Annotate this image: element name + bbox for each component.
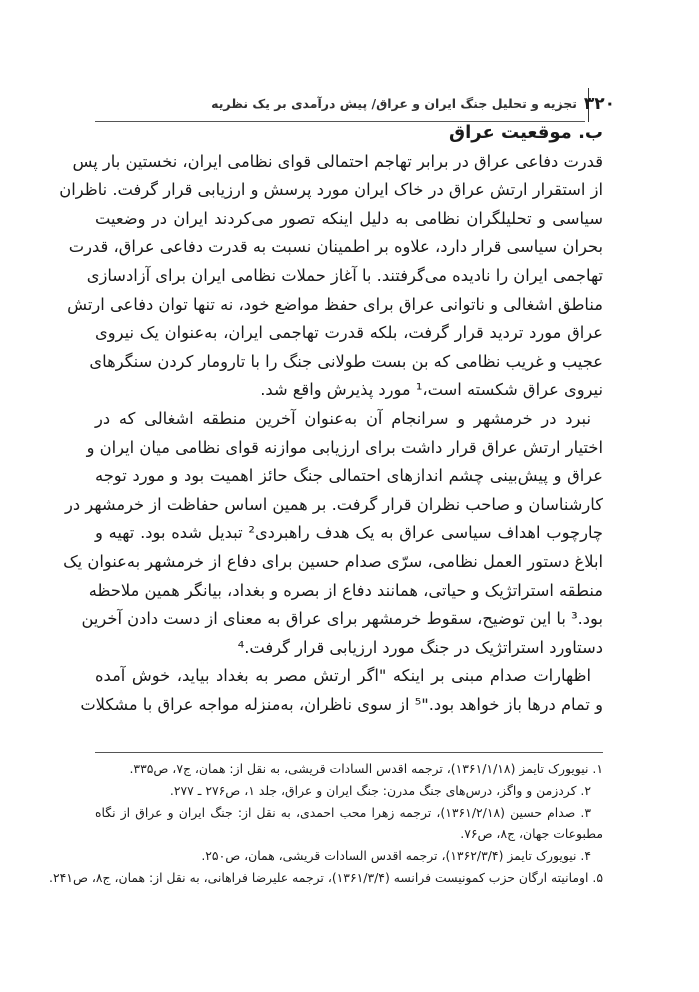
text-line: عجیب و غریب نظامی که بن بست طولانی جنگ را با تارومار کردن سنگرهای xyxy=(89,351,603,371)
paragraph-1 xyxy=(59,148,603,405)
footnote-separator xyxy=(95,752,603,753)
text-line: کارشناسان و صاحب نظران قرار گرفت. بر همین اساس حفاظت از خرمشهر در xyxy=(65,494,603,514)
text-line: اظهارات صدام مبنی بر اینکه "اگر ارتش مصر به بغداد بیاید، خوش آمده xyxy=(95,666,591,686)
text-line: نیروی عراق شکسته است،¹ مورد پذیرش واقع شد. xyxy=(260,380,603,400)
text-line: قدرت دفاعی عراق در برابر تهاجم احتمالی قوای نظامی ایران، نخستین بار پس xyxy=(72,151,603,171)
text-line: نبرد در خرمشهر و سرانجام آن به‌عنوان آخرین منطقه اشغالی که در xyxy=(95,408,591,428)
text-line: اختیار ارتش عراق قرار داشت برای ارزیابی موازنه قوای نظامی میان ایران و xyxy=(86,437,603,457)
footnote-1: ۱. نیویورک تایمز (۱۳۶۱/۱/۱۸)، ترجمه اقدس السادات قریشی، به نقل از: همان، ج۷، ص۳۳۵. xyxy=(129,761,603,776)
text-line: تهاجمی ایران را نادیده می‌گرفتند. با آغاز حملات نظامی ایران برای آزادسازی xyxy=(86,265,603,285)
text-line: سیاسی و تحلیلگران نظامی به دلیل اینکه تصور می‌کردند ایران در وضعیت xyxy=(95,208,603,228)
running-header xyxy=(95,88,615,122)
footnote-3-continued: مطبوعات جهان، ج۸، ص۷۶. xyxy=(460,826,603,842)
text-line: از استقرار ارتش عراق در خاک ایران مورد پرسش و ارزیابی قرار گرفت. ناظران xyxy=(59,180,603,200)
footnote-3: ۳. صدام حسین (۱۳۶۱/۲/۱۸)، ترجمه زهرا محب احمدی، به نقل از: جنگ ایران و عراق از نگاه xyxy=(95,804,591,820)
text-line: عراق و پیش‌بینی چشم اندازهای احتمالی جنگ حائز اهمیت بود و مورد توجه xyxy=(95,466,603,486)
text-line: بود.³ با این توضیح، سقوط خرمشهر برای عراق به معنای از دست دادن آخرین xyxy=(81,609,603,629)
text-line: دستاورد استراتژیک در جنگ مورد ارزیابی قرار گرفت.⁴ xyxy=(237,637,603,657)
text-line: عراق مورد تردید قرار گرفت، بلکه قدرت تهاجمی ایران، به‌عنوان یک نیروی xyxy=(95,323,603,343)
text-line: بحران سیاسی قرار دارد، علاوه بر اطمینان نسبت به قدرت دفاعی عراق، قدرت xyxy=(68,237,603,257)
text-line: چارچوب اهداف سیاسی عراق به یک هدف راهبردی² تبدیل شده بود. تهیه و xyxy=(95,523,603,543)
footnotes xyxy=(49,758,603,889)
page-number: ۳۲۰ xyxy=(583,94,615,114)
text-line: ابلاغ دستور العمل نظامی، سرّی صدام حسین برای دفاع از خرمشهر به‌عنوان یک xyxy=(63,551,603,571)
footnote-2: ۲. کردزمن و واگز، درس‌های جنگ مدرن: جنگ ایران و عراق، جلد ۱، ص۲۷۶ ـ ۲۷۷. xyxy=(169,782,591,798)
text-line: و تمام درها باز خواهد بود."⁵ از سوی ناظران، به‌منزله مواجه عراق با مشکلات xyxy=(80,694,603,714)
text-line: منطقه استراتژیک و حیاتی، همانند دفاع از بصره و بغداد، بیانگر همین ملاحظه xyxy=(88,580,603,600)
paragraph-3 xyxy=(80,662,603,719)
footnote-4: ۴. نیویورک تایمز (۱۳۶۲/۳/۴)، ترجمه اقدس السادات قریشی، همان، ص۲۵۰. xyxy=(201,848,591,864)
body-text xyxy=(59,119,603,719)
section-heading: ب. موقعیت عراق xyxy=(449,122,603,143)
running-title: تجزیه و تحلیل جنگ ایران و عراق/ پیش درآمدی بر یک نظریه xyxy=(211,96,577,111)
text-line: مناطق اشغالی و ناتوانی عراق برای حفظ مواضع خود، نه تنها توان دفاعی ارتش xyxy=(67,294,603,314)
paragraph-2 xyxy=(63,405,603,662)
footnote-5: ۵. اومانیته ارگان حزب کمونیست فرانسه (۱۳۶۱/۳/۴)، ترجمه علیرضا فراهانی، به نقل از: همان، ج۸، ص۲۴۱. xyxy=(49,869,603,885)
